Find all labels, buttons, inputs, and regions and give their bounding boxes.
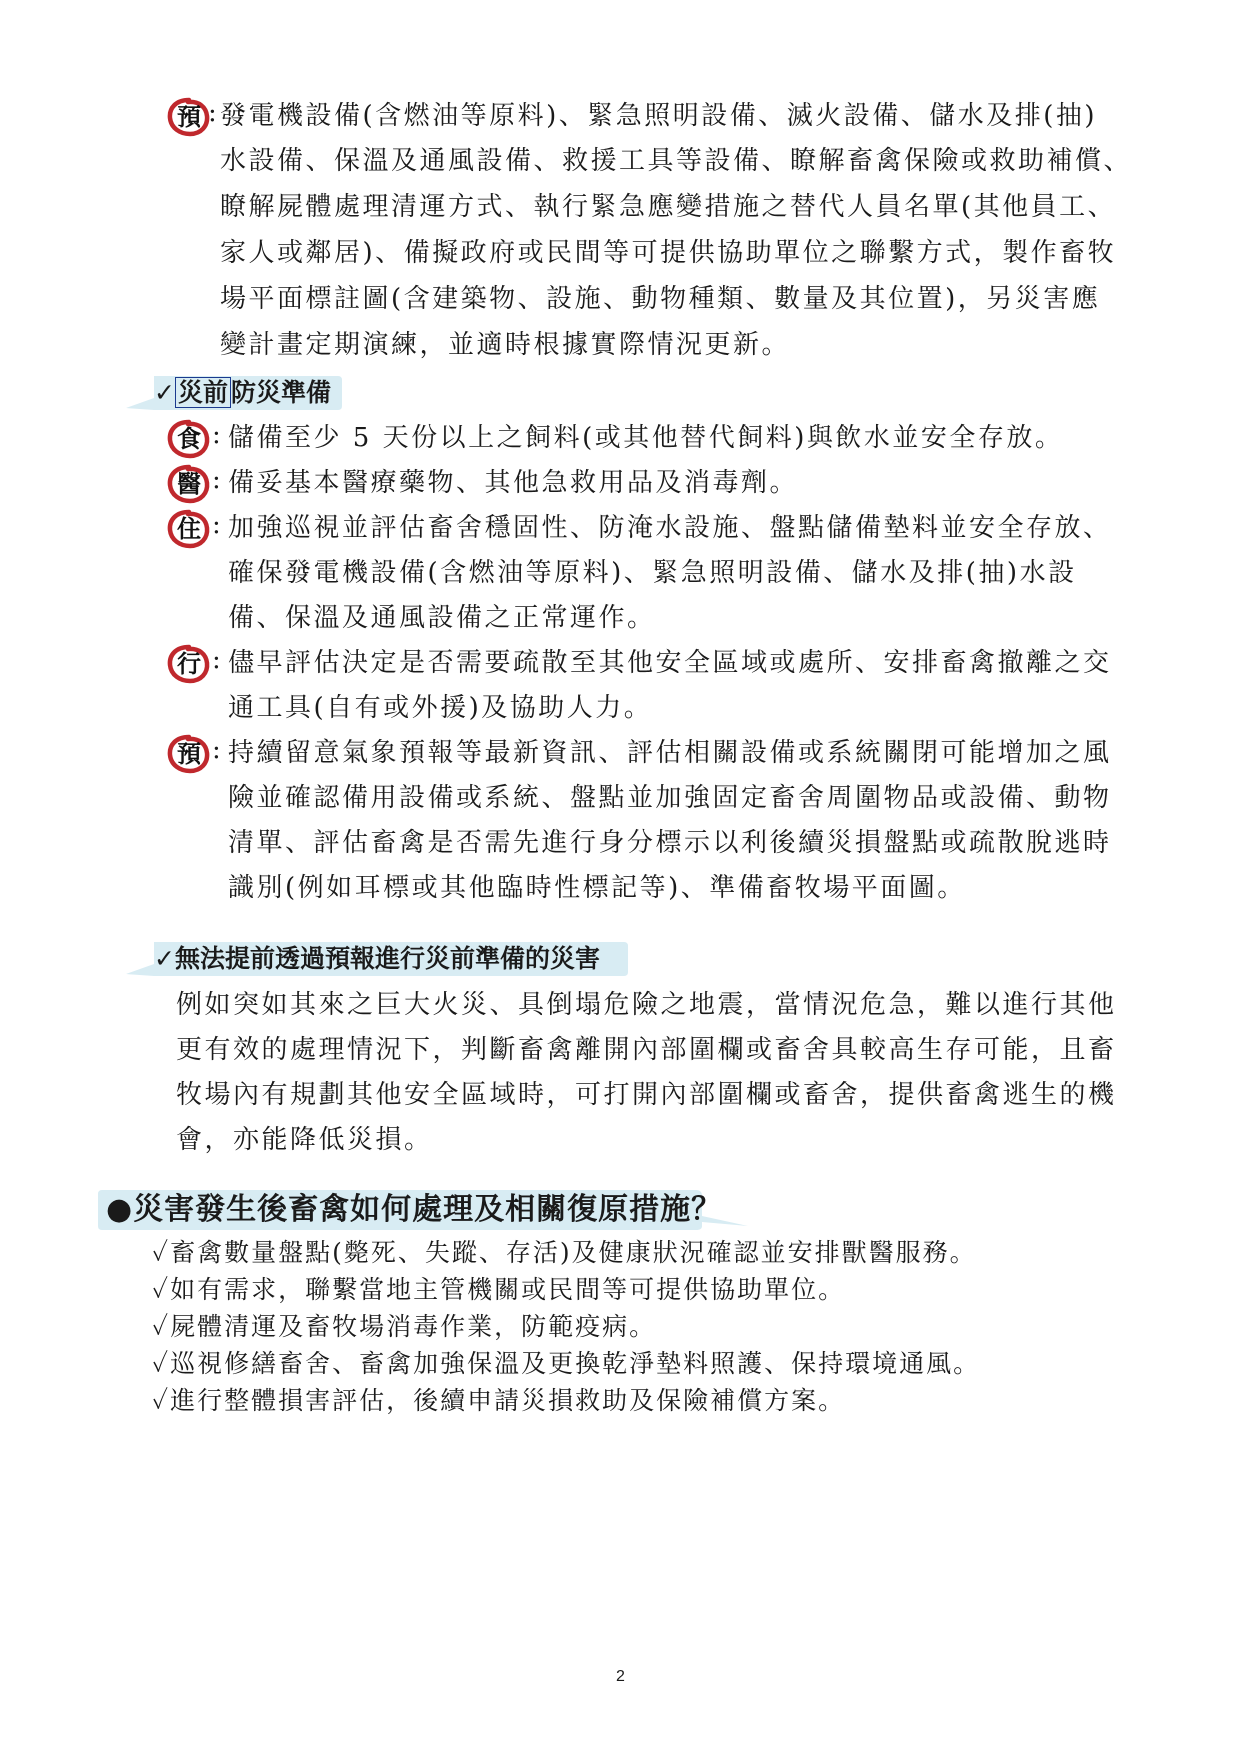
text-line: 通工具(自有或外援)及協助人力。 — [228, 693, 653, 723]
brush-circle-badge-icon — [166, 419, 212, 459]
badge-char: 預 — [177, 739, 201, 768]
text-line: 牧場內有規劃其他安全區域時，可打開內部圍欄或畜舍，提供畜禽逃生的機 — [176, 1080, 1117, 1110]
text-line: 儘早評估決定是否需要疏散至其他安全區域或處所、安排畜禽撤離之交 — [228, 648, 1112, 678]
list-item: ✓屍體清運及畜牧場消毒作業，防範疫病。 — [152, 1312, 657, 1341]
badge-char: 行 — [177, 649, 201, 678]
callout-label: 無法提前透過預報進行災前準備的災害 — [174, 944, 600, 973]
text-line: 例如突如其來之巨大火災、具倒塌危險之地震，當情況危急，難以進行其他 — [176, 990, 1117, 1020]
boxed-label: 災前 — [175, 377, 231, 408]
text-line: 儲備至少 5 天份以上之飼料(或其他替代飼料)與飲水並安全存放。 — [228, 423, 1064, 453]
colon: : — [212, 510, 221, 540]
text-line: 加強巡視並評估畜舍穩固性、防淹水設施、盤點儲備墊料並安全存放、 — [228, 513, 1112, 543]
text-line: 持續留意氣象預報等最新資訊、評估相關設備或系統關閉可能增加之風 — [228, 738, 1112, 768]
colon: : — [208, 98, 217, 128]
brush-circle-badge-icon — [166, 509, 212, 549]
badge-char: 預 — [177, 102, 201, 131]
text-line: 發電機設備(含燃油等原料)、緊急照明設備、滅火設備、儲水及排(抽) — [220, 101, 1098, 131]
callout-label: 防災準備 — [230, 378, 331, 407]
text-line: 瞭解屍體處理清運方式、執行緊急應變措施之替代人員名單(其他員工、 — [220, 192, 1117, 222]
page-number: 2 — [616, 1668, 625, 1685]
text-line: 家人或鄰居)、備擬政府或民間等可提供協助單位之聯繫方式，製作畜牧 — [220, 238, 1117, 268]
text-line: 更有效的處理情況下，判斷畜禽離開內部圍欄或畜舍具較高生存可能，且畜 — [176, 1035, 1117, 1065]
colon: : — [212, 465, 221, 495]
text-line: 險並確認備用設備或系統、盤點並加強固定畜舍周圍物品或設備、動物 — [228, 783, 1112, 813]
brush-circle-badge-icon — [166, 734, 212, 774]
bullet-icon: ● — [106, 1192, 134, 1227]
text-line: 水設備、保溫及通風設備、救援工具等設備、瞭解畜禽保險或救助補償、 — [220, 146, 1133, 176]
badge-char: 住 — [177, 514, 201, 543]
check-icon: ✓ — [154, 944, 175, 973]
section-title: 災害發生後畜禽如何處理及相關復原措施？ — [133, 1192, 723, 1227]
badge-char: 食 — [177, 424, 201, 453]
colon: : — [212, 420, 221, 450]
brush-circle-badge-icon — [166, 644, 212, 684]
text-line: 備妥基本醫療藥物、其他急救用品及消毒劑。 — [228, 468, 799, 498]
badge-char: 醫 — [177, 469, 201, 498]
brush-circle-badge-icon — [166, 97, 212, 137]
callout-pre-disaster — [124, 374, 344, 412]
list-item: ✓進行整體損害評估，後續申請災損救助及保險補償方案。 — [152, 1386, 846, 1415]
brush-circle-badge-icon — [166, 464, 212, 504]
text-line: 識別(例如耳標或其他臨時性標記等)、準備畜牧場平面圖。 — [228, 873, 966, 903]
text-line: 備、保溫及通風設備之正常運作。 — [228, 603, 656, 633]
text-line: 清單、評估畜禽是否需先進行身分標示以利後續災損盤點或疏散脫逃時 — [228, 828, 1112, 858]
list-item: ✓如有需求，聯繫當地主管機關或民間等可提供協助單位。 — [152, 1275, 846, 1304]
colon: : — [212, 645, 221, 675]
callout-unpredictable — [124, 940, 630, 978]
text-line: 變計畫定期演練，並適時根據實際情況更新。 — [220, 330, 791, 360]
colon: : — [212, 735, 221, 765]
list-item: ✓畜禽數量盤點(斃死、失蹤、存活)及健康狀況確認並安排獸醫服務。 — [152, 1238, 977, 1267]
section-heading-recovery — [96, 1188, 756, 1232]
list-item: ✓巡視修繕畜舍、畜禽加強保溫及更換乾淨墊料照護、保持環境通風。 — [152, 1349, 981, 1378]
text-line: 會，亦能降低災損。 — [176, 1125, 433, 1155]
text-line: 確保發電機設備(含燃油等原料)、緊急照明設備、儲水及排(抽)水設 — [228, 558, 1077, 588]
check-icon: ✓ — [154, 378, 175, 407]
text-line: 場平面標註圖(含建築物、設施、動物種類、數量及其位置)，另災害應 — [220, 284, 1101, 314]
